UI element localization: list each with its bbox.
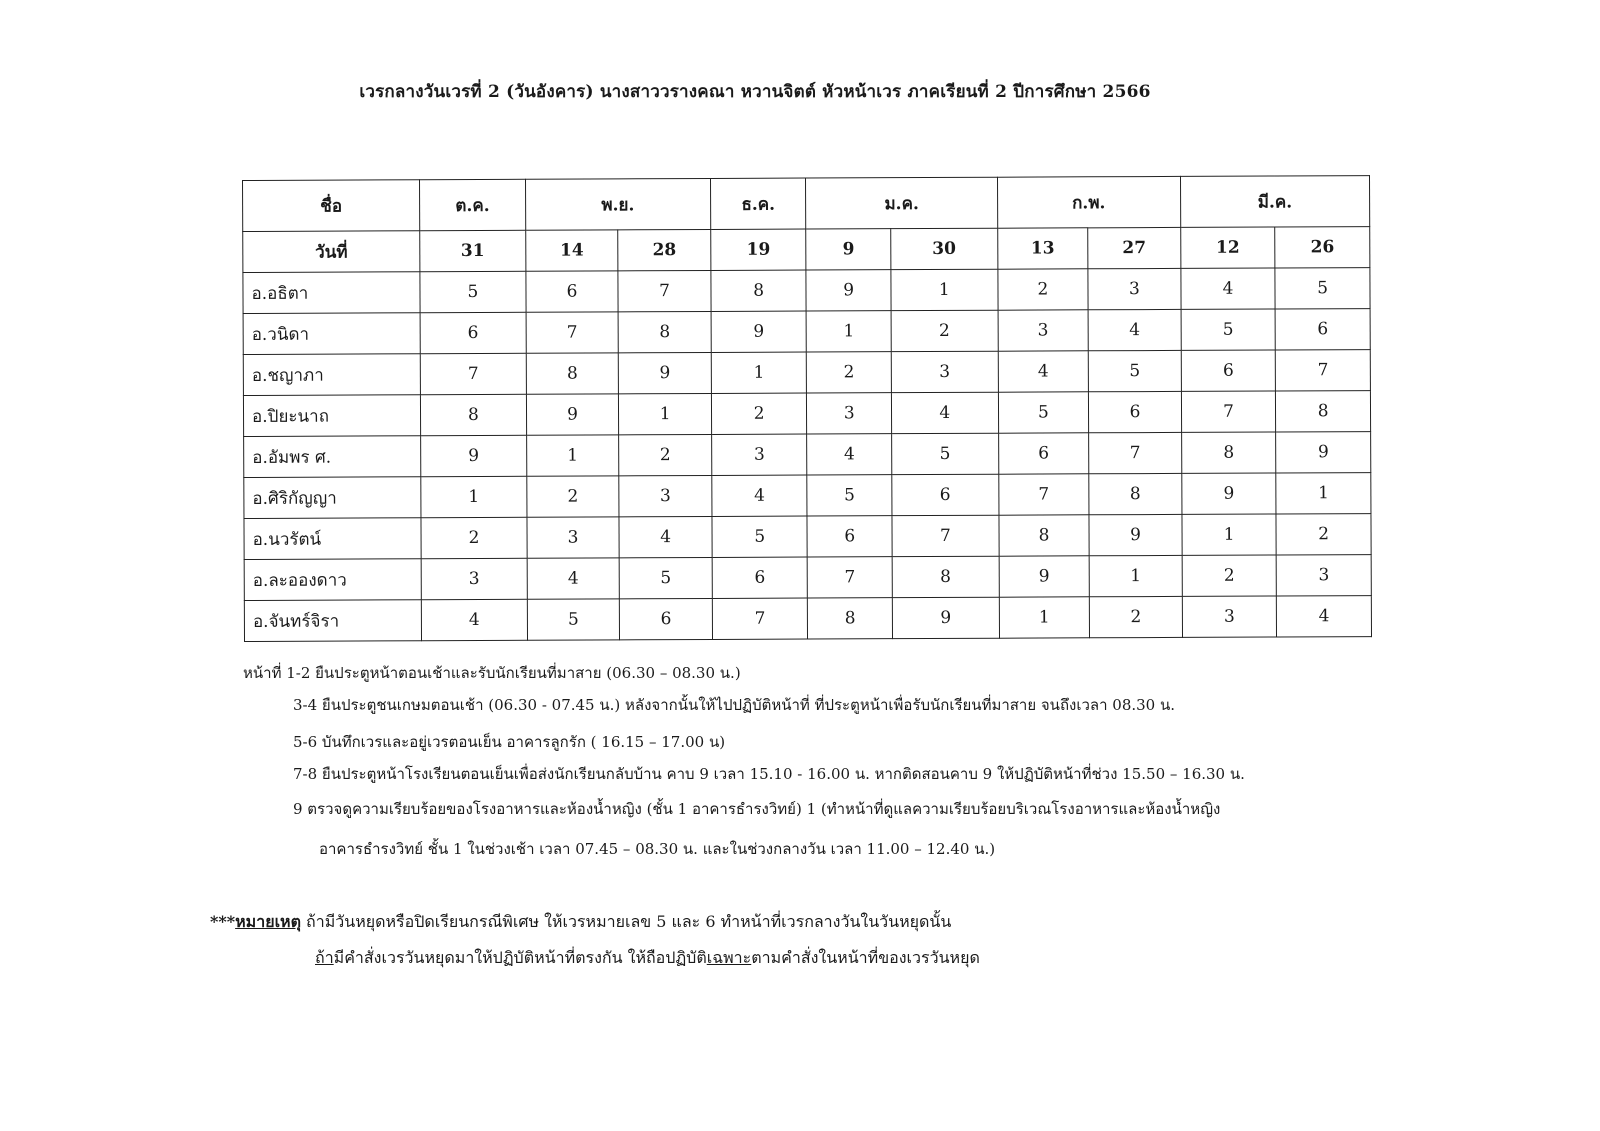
duty-number-cell: 1 (711, 352, 807, 393)
duty-number-cell: 5 (712, 516, 808, 557)
duty-number-cell: 8 (1089, 473, 1182, 514)
duty-number-cell: 2 (619, 434, 712, 475)
duty-number-cell: 7 (998, 474, 1089, 515)
remark-text-1: ถ้ามีวันหยุดหรือปิดเรียนกรณีพิเศษ ให้เวรหมายเลข 5 และ 6 ทำหน้าที่เวรกลางวันในวันหยุดนั้น (300, 912, 952, 931)
duty-number-cell: 4 (807, 434, 892, 475)
duty-number-cell: 5 (892, 433, 999, 474)
duty-number-cell: 8 (892, 556, 999, 597)
duty-number-cell: 7 (420, 353, 526, 394)
teacher-row (243, 309, 1370, 355)
teacher-row (244, 473, 1371, 519)
duty-number-cell: 1 (619, 393, 712, 434)
duty-number-cell: 9 (526, 394, 619, 435)
duty-number-cell: 6 (712, 557, 808, 598)
duty-number-cell: 7 (618, 270, 711, 311)
duty-number-cell: 1 (1182, 514, 1277, 555)
day-header: 30 (891, 228, 998, 269)
duty-number-cell: 4 (891, 392, 998, 433)
duty-number-cell: 8 (999, 515, 1090, 556)
duty-number-cell: 5 (527, 599, 620, 640)
duty-number-cell: 3 (421, 558, 527, 599)
duty-number-cell: 4 (619, 516, 712, 557)
month-header: ก.พ. (997, 176, 1180, 228)
duty-number-cell: 2 (1276, 514, 1371, 555)
duty-number-cell: 9 (1276, 432, 1371, 473)
month-header: ต.ค. (420, 179, 526, 230)
teacher-name: อ.ละอองดาว (244, 559, 421, 601)
duty-number-cell: 3 (998, 310, 1089, 351)
day-header: 27 (1088, 227, 1181, 268)
teacher-name: อ.อัมพร ศ. (244, 436, 421, 478)
teacher-name: อ.วนิดา (243, 313, 420, 355)
day-header: 12 (1180, 227, 1275, 268)
month-header: มี.ค. (1180, 176, 1369, 228)
teacher-row (243, 350, 1370, 396)
duty-number-cell: 1 (807, 311, 892, 352)
teacher-row (243, 268, 1370, 314)
day-header-row (243, 227, 1370, 273)
duty-note-1-2: หน้าที่ 1-2 ยืนประตูหน้าตอนเช้าและรับนักเรียนที่มาสาย (06.30 – 08.30 น.) (243, 664, 741, 682)
teacher-name: อ.จันทร์จิรา (244, 600, 421, 642)
duty-number-cell: 9 (999, 556, 1090, 597)
duty-number-cell: 3 (1182, 596, 1277, 637)
duty-number-cell: 1 (1276, 473, 1371, 514)
duty-number-cell: 4 (1277, 596, 1372, 637)
duty-number-cell: 6 (620, 598, 713, 639)
remark-label: หมายเหตุ (235, 912, 301, 931)
duty-number-cell: 4 (421, 599, 527, 640)
duty-number-cell: 6 (526, 271, 619, 312)
day-header: 26 (1275, 227, 1370, 268)
duty-number-cell: 9 (1182, 473, 1277, 514)
duty-number-cell: 7 (808, 557, 893, 598)
day-header: 13 (997, 228, 1088, 269)
day-column-header: วันที่ (243, 231, 420, 273)
day-header: 9 (806, 229, 891, 270)
duty-number-cell: 2 (527, 476, 620, 517)
duty-schedule-table (242, 175, 1372, 642)
remark-line2-end: ตามคำสั่งในหน้าที่ของเวรวันหยุด (751, 948, 980, 967)
duty-number-cell: 8 (1181, 432, 1276, 473)
duty-number-cell: 6 (998, 433, 1089, 474)
duty-number-cell: 6 (807, 516, 892, 557)
duty-number-cell: 2 (1089, 596, 1182, 637)
duty-number-cell: 7 (1089, 432, 1182, 473)
duty-number-cell: 5 (420, 271, 526, 312)
duty-number-cell: 8 (526, 353, 619, 394)
month-header: ม.ค. (806, 177, 997, 229)
remark-line2-mid: มีคำสั่งเวรวันหยุดมาให้ปฏิบัติหน้าที่ตรงกัน ให้ถือปฏิบัติ (333, 948, 707, 967)
duty-number-cell: 7 (1276, 350, 1371, 391)
teacher-row (244, 555, 1371, 601)
duty-number-cell: 3 (527, 517, 620, 558)
duty-number-cell: 3 (891, 351, 998, 392)
duty-number-cell: 5 (1181, 309, 1276, 350)
duty-number-cell: 2 (421, 517, 527, 558)
duty-number-cell: 4 (998, 351, 1089, 392)
teacher-name: อ.ชญาภา (243, 354, 420, 396)
duty-number-cell: 9 (711, 311, 807, 352)
duty-number-cell: 7 (526, 312, 619, 353)
duty-number-cell: 5 (619, 557, 712, 598)
duty-number-cell: 8 (1276, 391, 1371, 432)
duty-number-cell: 5 (807, 475, 892, 516)
duty-number-cell: 2 (891, 310, 998, 351)
duty-number-cell: 1 (1089, 555, 1182, 596)
duty-number-cell: 4 (527, 558, 620, 599)
teacher-row (244, 432, 1371, 478)
duty-number-cell: 1 (999, 597, 1090, 638)
duty-number-cell: 1 (526, 435, 619, 476)
teacher-row (244, 514, 1371, 560)
remark-line-1 (210, 912, 951, 931)
remark-line2-emphasis: เฉพาะ (706, 948, 752, 967)
duty-number-cell: 8 (711, 270, 807, 311)
duty-number-cell: 5 (1088, 350, 1181, 391)
duty-note-3-4: 3-4 ยืนประตูชนเกษมตอนเช้า (06.30 - 07.45 น.) หลังจากนั้นให้ไปปฏิบัติหน้าที่ ที่ประตูหน้าเพื่อรับนักเรียนที่มาสาย จนถึงเวลา 08.30 น. (293, 696, 1176, 714)
duty-number-cell: 8 (421, 394, 527, 435)
duty-number-cell: 6 (1181, 350, 1276, 391)
duty-number-cell: 8 (808, 598, 893, 639)
duty-number-cell: 1 (891, 269, 998, 310)
duty-number-cell: 6 (1089, 391, 1182, 432)
duty-number-cell: 3 (1276, 555, 1371, 596)
duty-note-9-continued: อาคารธำรงวิทย์ ชั้น 1 ในช่วงเช้า เวลา 07.45 – 08.30 น. และในช่วงกลางวัน เวลา 11.00 – 12.40 น.) (319, 840, 996, 858)
duty-number-cell: 2 (1182, 555, 1277, 596)
day-header: 28 (618, 229, 711, 270)
teacher-name: อ.ศิริกัญญา (244, 477, 421, 519)
duty-number-cell: 9 (1089, 514, 1182, 555)
duty-number-cell: 8 (618, 311, 711, 352)
duty-number-cell: 4 (712, 475, 808, 516)
page-title: เวรกลางวันเวรที่ 2 (วันอังคาร) นางสาววรางคณา หวานจิตต์ หัวหน้าเวร ภาคเรียนที่ 2 ปีการศึกษา 2566 (359, 82, 1151, 102)
month-header-row (243, 176, 1370, 232)
duty-note-7-8: 7-8 ยืนประตูหน้าโรงเรียนตอนเย็นเพื่อส่งนักเรียนกลับบ้าน คาบ 9 เวลา 15.10 - 16.00 น. หากติดสอนคาบ 9 ให้ปฏิบัติหน้าที่ช่วง 15.50 – 16.30 น. (293, 765, 1245, 783)
remark-line-2 (315, 948, 980, 967)
duty-number-cell: 3 (619, 475, 712, 516)
duty-number-cell: 6 (420, 312, 526, 353)
duty-number-cell: 5 (1275, 268, 1370, 309)
duty-note-9: 9 ตรวจดูความเรียบร้อยของโรงอาหารและห้องน้ำหญิง (ชั้น 1 อาคารธำรงวิทย์) 1 (ทำหน้าที่ดูแลความเรียบร้อยบริเวณโรงอาหารและห้องน้ำหญิง (293, 800, 1221, 818)
teacher-name: อ.ปิยะนาถ (243, 395, 420, 437)
duty-note-5-6: 5-6 บันทึกเวรและอยู่เวรตอนเย็น อาคารลูกรัก ( 16.15 – 17.00 น) (293, 733, 726, 751)
duty-number-cell: 7 (1181, 391, 1276, 432)
duty-number-cell: 5 (998, 392, 1089, 433)
teacher-row (243, 391, 1370, 437)
duty-number-cell: 7 (712, 598, 808, 639)
teacher-name: อ.นวรัตน์ (244, 518, 421, 560)
name-column-header: ชื่อ (243, 180, 420, 232)
duty-number-cell: 3 (1088, 268, 1181, 309)
duty-number-cell: 6 (1275, 309, 1370, 350)
day-header: 19 (711, 229, 807, 270)
duty-number-cell: 4 (1181, 268, 1276, 309)
duty-number-cell: 7 (892, 515, 999, 556)
duty-number-cell: 3 (711, 434, 807, 475)
duty-number-cell: 9 (421, 435, 527, 476)
day-header: 14 (525, 230, 618, 271)
day-header: 31 (420, 230, 526, 271)
duty-number-cell: 2 (807, 352, 892, 393)
duty-number-cell: 6 (892, 474, 999, 515)
duty-number-cell: 2 (711, 393, 807, 434)
remark-line2-start: ถ้า (315, 948, 334, 967)
duty-number-cell: 9 (619, 352, 712, 393)
teacher-name: อ.อธิตา (243, 272, 420, 314)
month-header: พ.ย. (525, 178, 710, 230)
duty-number-cell: 2 (998, 269, 1089, 310)
duty-number-cell: 4 (1088, 309, 1181, 350)
duty-number-cell: 9 (806, 270, 891, 311)
duty-number-cell: 3 (807, 393, 892, 434)
duty-number-cell: 1 (421, 476, 527, 517)
teacher-row (244, 596, 1371, 642)
month-header: ธ.ค. (710, 178, 806, 229)
duty-number-cell: 9 (892, 597, 999, 638)
remark-prefix: *** (210, 912, 236, 931)
